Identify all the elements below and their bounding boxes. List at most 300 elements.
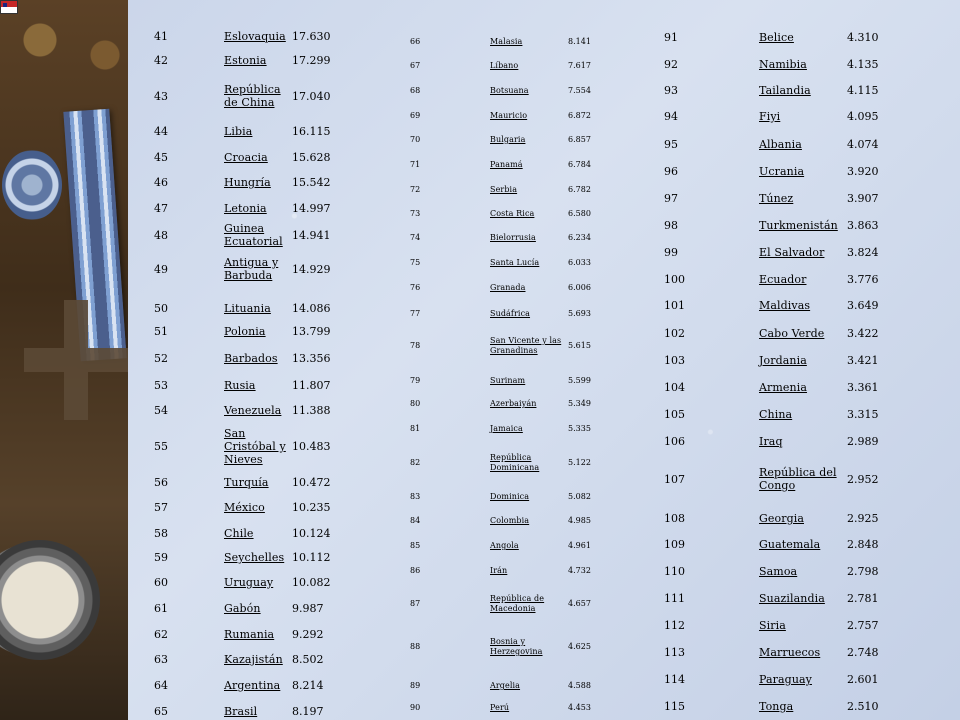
country-cell [224,705,288,718]
country-link[interactable]: Bulgaria [490,135,526,144]
table-row [662,102,922,130]
country-link[interactable]: Jordania [759,354,807,367]
table-row [128,594,388,622]
value-cell: 14.997 [292,202,331,215]
country-cell [490,37,568,47]
value-cell: 6.234 [568,233,591,242]
rank-number: 71 [410,160,421,169]
ranking-column-a [128,0,388,720]
value-cell: 15.628 [292,151,331,164]
country-cell [490,637,568,657]
table-row [662,238,922,266]
country-link[interactable]: Gabón [224,602,261,615]
country-cell [224,379,288,392]
rank-number: 96 [664,165,678,178]
table-row [662,557,922,585]
country-cell [224,628,288,641]
table-row [128,255,388,283]
table-row [662,530,922,558]
country-cell [224,352,288,365]
country-link[interactable]: Paraguay [759,673,812,686]
value-cell: 4.588 [568,681,591,690]
country-link[interactable]: Túnez [759,192,794,205]
table-row [128,117,388,145]
rank-number: 69 [410,111,421,120]
decorative-medal-image [0,0,128,720]
table-row [128,427,388,466]
country-link[interactable]: Dominica [490,492,530,501]
value-cell: 15.542 [292,176,331,189]
country-cell [224,602,288,615]
country-link[interactable]: China [759,408,793,421]
value-cell: 5.122 [568,458,591,467]
country-cell [759,565,839,578]
value-cell: 17.040 [292,90,331,103]
country-link[interactable]: Antigua y Barbuda [224,256,279,282]
country-link[interactable]: México [224,501,265,514]
rank-number: 114 [664,673,685,686]
country-cell [490,594,568,614]
value-cell: 5.599 [568,376,591,385]
country-link[interactable]: Sudáfrica [490,309,531,318]
table-row [128,194,388,222]
value-cell: 5.335 [568,424,591,433]
value-cell: 2.952 [847,473,879,486]
table-row [128,344,388,372]
country-link[interactable]: Malasia [490,37,523,46]
country-link[interactable]: Belice [759,31,794,44]
table-row [662,692,922,720]
rank-number: 95 [664,138,678,151]
value-cell: 16.115 [292,125,331,138]
table-row [408,633,668,661]
country-link[interactable]: Irán [490,566,508,575]
country-cell [490,160,568,170]
rank-number: 53 [154,379,168,392]
country-link[interactable]: Eslovaquia [224,30,286,43]
rank-number: 46 [154,176,168,189]
compass-decoration [0,540,100,660]
country-link[interactable]: Polonia [224,325,266,338]
country-link[interactable]: Maldivas [759,299,811,312]
value-cell: 6.857 [568,135,591,144]
rank-number: 82 [410,458,421,467]
country-link[interactable]: Namibia [759,58,807,71]
value-cell: 2.601 [847,673,879,686]
country-link[interactable]: Armenia [759,381,808,394]
country-link[interactable]: Bosnia y Herzegovina [490,637,543,656]
country-cell [224,256,288,282]
country-link[interactable]: Albania [759,138,802,151]
country-cell [759,354,839,367]
value-cell: 6.006 [568,283,591,292]
rank-number: 92 [664,58,678,71]
rank-number: 56 [154,476,168,489]
country-link[interactable]: Tonga [759,700,794,713]
table-row [408,300,668,328]
table-row [128,493,388,521]
table-row [128,221,388,249]
country-link[interactable]: República del Congo [759,466,837,492]
country-link[interactable]: Venezuela [224,404,282,417]
country-link[interactable]: Guinea Ecuatorial [224,222,283,248]
table-row [408,52,668,80]
country-link[interactable]: San Vicente y las Granadinas [490,336,562,355]
rank-number: 91 [664,31,678,44]
table-row [662,211,922,239]
rank-number: 75 [410,258,421,267]
value-cell: 10.472 [292,476,331,489]
country-cell [224,83,288,109]
country-cell [759,219,839,232]
rank-number: 64 [154,679,168,692]
country-link[interactable]: Mauricio [490,111,528,120]
value-cell: 5.615 [568,341,591,350]
table-row [128,46,388,74]
table-row [128,543,388,571]
value-cell: 3.907 [847,192,879,205]
country-cell [490,376,568,386]
value-cell: 6.784 [568,160,591,169]
country-cell [490,681,568,691]
rank-number: 58 [154,527,168,540]
rank-number: 47 [154,202,168,215]
table-row [662,291,922,319]
rank-number: 44 [154,125,168,138]
rank-number: 79 [410,376,421,385]
country-cell [759,246,839,259]
country-cell [490,424,568,434]
medal-cross-decoration [24,300,128,420]
value-cell: 4.115 [847,84,879,97]
value-cell: 10.082 [292,576,331,589]
table-row [128,671,388,699]
rank-number: 62 [154,628,168,641]
rank-number: 73 [410,209,421,218]
rank-number: 111 [664,592,685,605]
value-cell: 11.807 [292,379,331,392]
country-link[interactable]: Argelia [490,681,521,690]
country-link[interactable]: Argentina [224,679,281,692]
value-cell: 3.361 [847,381,879,394]
country-cell [490,283,568,293]
table-row [408,557,668,585]
table-row [662,427,922,455]
country-link[interactable]: Samoa [759,565,798,578]
rank-number: 51 [154,325,168,338]
country-cell [759,700,839,713]
value-cell: 2.925 [847,512,879,525]
country-cell [224,222,288,248]
table-row [128,620,388,648]
rank-number: 78 [410,341,421,350]
ranking-column-c [662,0,922,720]
country-link[interactable]: Colombia [490,516,530,525]
country-link[interactable]: Letonia [224,202,267,215]
rank-number: 101 [664,299,685,312]
country-link[interactable]: Brasil [224,705,258,718]
value-cell: 4.985 [568,516,591,525]
value-cell: 9.292 [292,628,324,641]
value-cell: 11.388 [292,404,331,417]
country-cell [759,31,839,44]
country-cell [759,110,839,123]
country-link[interactable]: Siria [759,619,786,632]
value-cell: 3.649 [847,299,879,312]
rank-number: 87 [410,599,421,608]
country-cell [759,327,839,340]
table-row [662,76,922,104]
rank-number: 106 [664,435,685,448]
country-link[interactable]: Hungría [224,176,271,189]
table-row [408,590,668,618]
country-cell [224,202,288,215]
rank-number: 81 [410,424,421,433]
table-row [408,332,668,360]
value-cell: 7.617 [568,61,591,70]
rank-number: 57 [154,501,168,514]
country-link[interactable]: Serbia [490,185,518,194]
country-cell [759,673,839,686]
country-cell [759,592,839,605]
table-row [128,645,388,673]
value-cell: 2.848 [847,538,879,551]
country-link[interactable]: El Salvador [759,246,825,259]
value-cell: 6.782 [568,185,591,194]
rank-number: 52 [154,352,168,365]
country-link[interactable]: Estonia [224,54,267,67]
country-link[interactable]: Líbano [490,61,519,70]
country-link[interactable]: Seychelles [224,551,285,564]
rank-number: 42 [154,54,168,67]
ranking-column-b [408,0,668,720]
rank-number: 72 [410,185,421,194]
country-link[interactable]: Croacia [224,151,268,164]
value-cell: 13.799 [292,325,331,338]
rank-number: 112 [664,619,685,632]
country-cell [490,566,568,576]
country-link[interactable]: Ecuador [759,273,807,286]
value-cell: 4.625 [568,642,591,651]
country-link[interactable]: Costa Rica [490,209,535,218]
value-cell: 3.863 [847,219,879,232]
value-cell: 4.095 [847,110,879,123]
value-cell: 14.929 [292,263,331,276]
country-cell [490,209,568,219]
value-cell: 8.197 [292,705,324,718]
country-link[interactable]: Chile [224,527,254,540]
country-link[interactable]: Bielorrusia [490,233,536,242]
rank-number: 88 [410,642,421,651]
country-link[interactable]: Turkmenistán [759,219,838,232]
country-link[interactable]: Rumania [224,628,275,641]
country-cell [490,541,568,551]
table-row [662,23,922,51]
country-cell [759,466,839,492]
value-cell: 4.961 [568,541,591,550]
value-cell: 2.748 [847,646,879,659]
country-link[interactable]: Tailandia [759,84,811,97]
country-cell [224,151,288,164]
country-link[interactable]: Panamá [490,160,523,169]
country-cell [759,192,839,205]
country-link[interactable]: República Dominicana [490,453,540,472]
country-cell [759,84,839,97]
rank-number: 65 [154,705,168,718]
rank-number: 100 [664,273,685,286]
country-link[interactable]: Libia [224,125,253,138]
country-cell [224,302,288,315]
country-cell [224,476,288,489]
country-cell [490,61,568,71]
country-cell [759,273,839,286]
country-cell [759,58,839,71]
country-link[interactable]: Jamaica [490,424,523,433]
rank-number: 83 [410,492,421,501]
country-cell [759,646,839,659]
value-cell: 6.033 [568,258,591,267]
value-cell: 4.732 [568,566,591,575]
table-row [128,317,388,345]
rank-number: 113 [664,646,685,659]
country-cell [224,576,288,589]
country-cell [490,703,568,713]
country-link[interactable]: Botsuana [490,86,529,95]
country-link[interactable]: Georgia [759,512,804,525]
table-row [408,77,668,105]
value-cell: 3.421 [847,354,879,367]
value-cell: 4.135 [847,58,879,71]
table-row [128,168,388,196]
value-cell: 8.141 [568,37,591,46]
rank-number: 60 [154,576,168,589]
table-row [128,396,388,424]
rank-number: 49 [154,263,168,276]
rank-number: 103 [664,354,685,367]
rank-number: 43 [154,90,168,103]
table-row [408,532,668,560]
country-link[interactable]: Guatemala [759,538,821,551]
country-cell [759,619,839,632]
country-cell [224,404,288,417]
country-cell [224,653,288,666]
table-row [408,694,668,720]
country-link[interactable]: Rusia [224,379,256,392]
country-link[interactable]: Uruguay [224,576,274,589]
flag-icon [0,0,18,14]
table-row [662,611,922,639]
country-link[interactable]: Santa Lucía [490,258,540,267]
table-row [408,390,668,418]
table-row [662,504,922,532]
rank-number: 80 [410,399,421,408]
rank-number: 108 [664,512,685,525]
country-link[interactable]: Kazajistán [224,653,283,666]
country-cell [759,538,839,551]
value-cell: 10.124 [292,527,331,540]
country-cell [224,679,288,692]
country-link[interactable]: San Cristóbal y Nieves [224,427,286,466]
country-cell [759,138,839,151]
rank-number: 94 [664,110,678,123]
country-cell [490,233,568,243]
table-row [662,346,922,374]
country-link[interactable]: Marruecos [759,646,821,659]
rank-number: 55 [154,440,168,453]
country-cell [490,516,568,526]
country-cell [490,111,568,121]
rank-number: 104 [664,381,685,394]
table-row [408,507,668,535]
value-cell: 17.630 [292,30,331,43]
country-link[interactable]: Cabo Verde [759,327,825,340]
table-row [408,126,668,154]
country-cell [224,427,288,466]
value-cell: 3.315 [847,408,879,421]
country-link[interactable]: Iraq [759,435,783,448]
table-row [662,184,922,212]
country-cell [759,165,839,178]
country-link[interactable]: Suazilandia [759,592,825,605]
value-cell: 8.502 [292,653,324,666]
country-link[interactable]: Perú [490,703,510,712]
value-cell: 4.074 [847,138,879,151]
rank-number: 93 [664,84,678,97]
rank-number: 77 [410,309,421,318]
rank-number: 59 [154,551,168,564]
country-link[interactable]: Lituania [224,302,271,315]
country-cell [224,30,288,43]
value-cell: 3.422 [847,327,879,340]
country-cell [490,309,568,319]
rank-number: 50 [154,302,168,315]
rank-number: 48 [154,229,168,242]
value-cell: 14.086 [292,302,331,315]
table-row [128,143,388,171]
country-link[interactable]: República de Macedonia [490,594,545,613]
rank-number: 109 [664,538,685,551]
table-row [128,697,388,720]
country-link[interactable]: Fiyi [759,110,781,123]
country-link[interactable]: Granada [490,283,526,292]
rank-number: 70 [410,135,421,144]
rank-number: 105 [664,408,685,421]
rank-number: 41 [154,30,168,43]
table-row [408,249,668,277]
table-row [408,224,668,252]
table-row [408,415,668,443]
country-link[interactable]: Angola [490,541,519,550]
country-link[interactable]: Surinam [490,376,526,385]
table-row [128,82,388,110]
country-link[interactable]: Barbados [224,352,278,365]
table-row [662,319,922,347]
country-link[interactable]: Azerbaiyán [490,399,537,408]
country-link[interactable]: Ucrania [759,165,805,178]
value-cell: 2.989 [847,435,879,448]
country-link[interactable]: Turquía [224,476,269,489]
country-link[interactable]: República de China [224,83,281,109]
rank-number: 98 [664,219,678,232]
value-cell: 5.349 [568,399,591,408]
table-row [662,638,922,666]
rank-number: 67 [410,61,421,70]
table-row [662,400,922,428]
value-cell: 5.082 [568,492,591,501]
table-row [128,568,388,596]
country-cell [759,512,839,525]
country-cell [490,258,568,268]
